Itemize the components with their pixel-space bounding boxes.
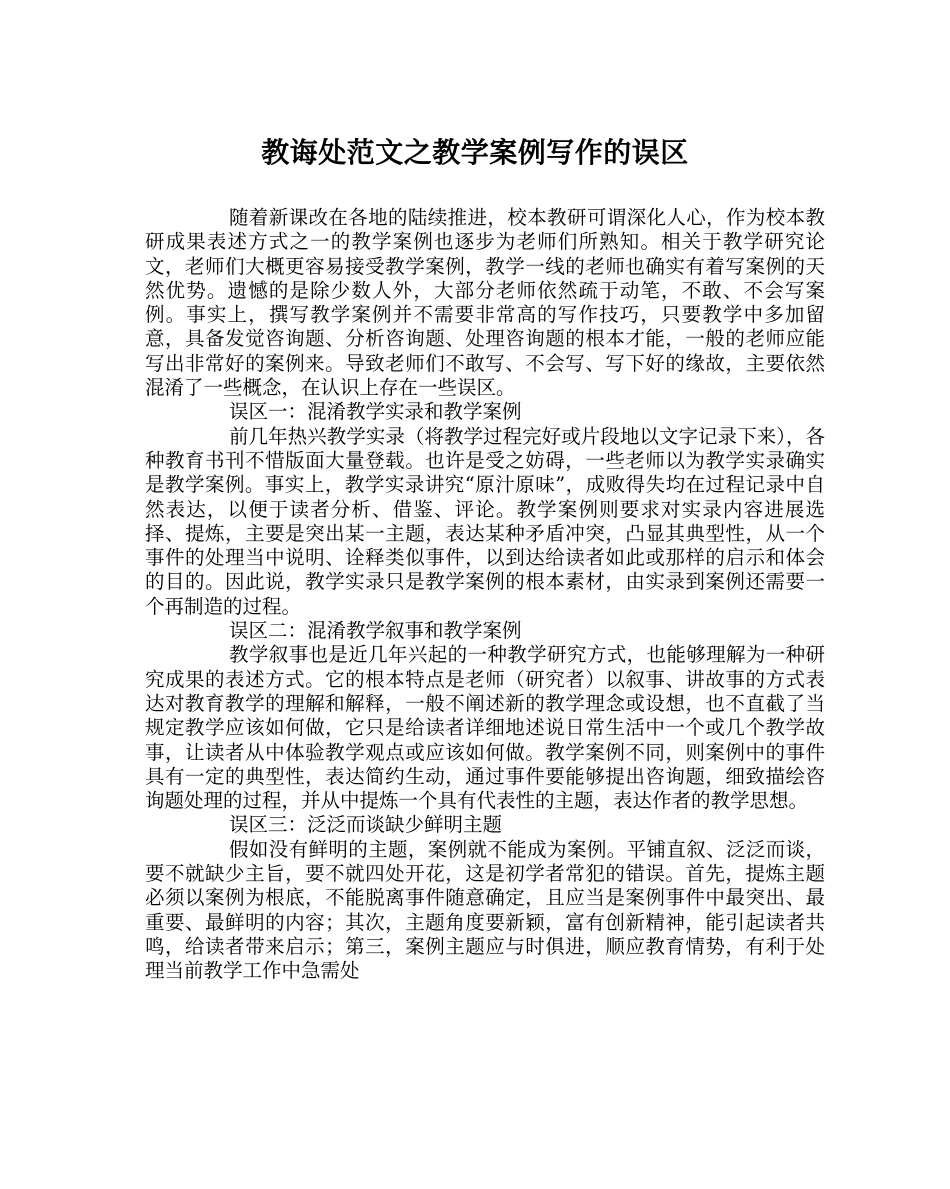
section-heading-2: 误区二：混淆教学叙事和教学案例 — [229, 619, 522, 643]
document-body — [145, 206, 825, 984]
section-heading-1: 误区一：混淆教学实录和教学案例 — [229, 400, 522, 424]
paragraph-intro: 随着新课改在各地的陆续推进，校本教研可谓深化人心，作为校本教研成果表述方式之一的教学案例也逐步为老师们所熟知。相关于教学研究论文，老师们大概更容易接受教学案例，教学一线的老师也确实有着写案例的天然优势。遗憾的是除少数人外，大部分老师依然疏于动笔，不敢、不会写案例。事实上，撰写教学案例并不需要非常高的写作技巧，只要教学中多加留意，具备发觉咨询题、分析咨询题、处理咨询题的根本才能，一般的老师应能写出非常好的案例来。导致老师们不敢写、不会写、写下好的缘故，主要依然混淆了一些概念，在认识上存在一些误区。 — [145, 206, 825, 400]
document-title: 教诲处范文之教学案例写作的误区 — [261, 136, 689, 169]
paragraph-section-3: 假如没有鲜明的主题，案例就不能成为案例。平铺直叙、泛泛而谈，要不就缺少主旨，要不就四处开花，这是初学者常犯的错误。首先，提炼主题必须以案例为根底，不能脱离事件随意确定，且应当是案例事件中最突出、最重要、最鲜明的内容；其次，主题角度要新颖，富有创新精神，能引起读者共鸣，给读者带来启示；第三，案例主题应与时俱进，顺应教育情势，有利于处理当前教学工作中急需处 — [145, 837, 825, 983]
paragraph-section-1: 前几年热兴教学实录（将教学过程完好或片段地以文字记录下来），各种教育书刊不惜版面大量登载。也许是受之妨碍，一些老师以为教学实录确实是教学案例。事实上，教学实录讲究“原汁原味”，成败得失均在过程记录中自然表达，以便于读者分析、借鉴、评论。教学案例则要求对实录内容进展选择、提炼，主要是突出某一主题，表达某种矛盾冲突，凸显其典型性，从一个事件的处理当中说明、诠释类似事件，以到达给读者如此或那样的启示和体会的目的。因此说，教学实录只是教学案例的根本素材，由实录到案例还需要一个再制造的过程。 — [145, 424, 825, 618]
section-heading-3: 误区三：泛泛而谈缺少鲜明主题 — [229, 813, 503, 837]
paragraph-section-2: 教学叙事也是近几年兴起的一种教学研究方式，也能够理解为一种研究成果的表述方式。它的根本特点是老师（研究者）以叙事、讲故事的方式表达对教育教学的理解和解释，一般不阐述新的教学理念或设想，也不直截了当规定教学应该如何做，它只是给读者详细地述说日常生活中一个或几个教学故事，让读者从中体验教学观点或应该如何做。教学案例不同，则案例中的事件具有一定的典型性，表达简约生动，通过事件要能够提出咨询题，细致描绘咨询题处理的过程，并从中提炼一个具有代表性的主题，表达作者的教学思想。 — [145, 643, 825, 813]
